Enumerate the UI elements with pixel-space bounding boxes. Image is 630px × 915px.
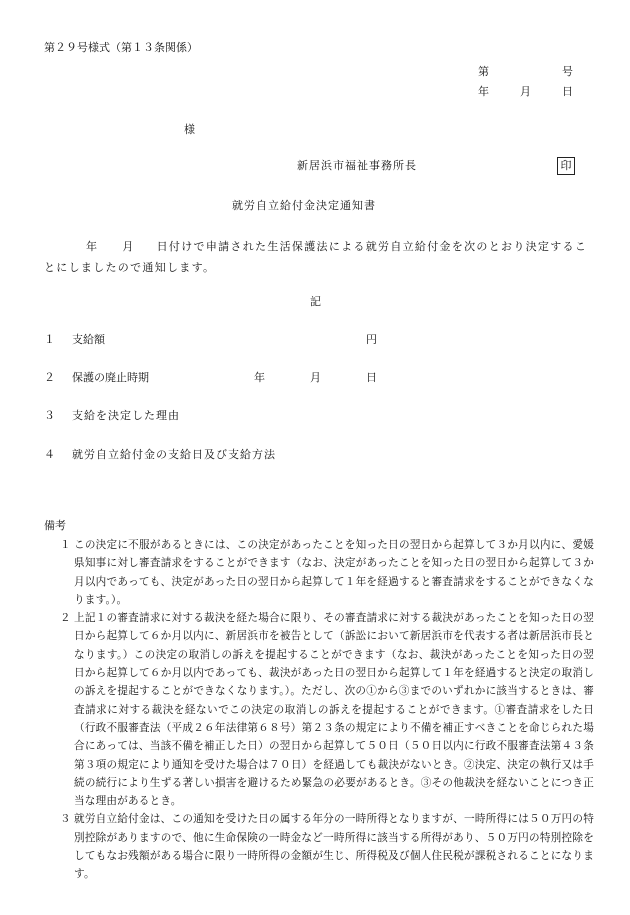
document-title: 就労自立給付金決定通知書: [232, 199, 376, 212]
date-month: 月: [520, 85, 531, 98]
item-3-number: ３: [44, 409, 56, 422]
issuer: 新居浜市福祉事務所長: [297, 159, 417, 172]
notes-title: 備考: [44, 519, 66, 532]
doc-number-prefix: 第: [478, 65, 489, 78]
note-1-text: この決定に不服があるときには、この決定があったことを知った日の翌日から起算して３か月以内に、愛媛県知事に対し審査請求をすることができます（なお、決定があったことを知った日の翌日から起算して３か月以内であっても、決定があった日の翌日から起算して１年を経過すると審査請求をすることができなくなります。）。: [74, 539, 594, 606]
ki-mark: 記: [310, 295, 321, 308]
note-2-number: ２: [60, 612, 71, 625]
body-rest: 日付けで申請された生活保護法による就労自立給付金を次のとおり決定することにしましたので通知します。: [44, 240, 588, 274]
item-1-unit: 円: [366, 333, 377, 346]
item-3: [44, 410, 180, 421]
addressee-suffix: 様: [184, 123, 195, 136]
item-2-year: 年: [254, 371, 265, 384]
item-4: [44, 449, 276, 460]
item-1-label: 支給額: [72, 333, 105, 346]
note-3-number: ３: [60, 813, 71, 826]
note-3: [44, 810, 594, 883]
item-2-month: 月: [310, 371, 321, 384]
item-1-number: １: [44, 333, 55, 346]
item-4-label: 就労自立給付金の支給日及び支給方法: [72, 448, 276, 461]
item-2-number: ２: [44, 371, 55, 384]
doc-number-suffix: 号: [562, 65, 573, 78]
date-year: 年: [478, 85, 489, 98]
item-4-number: ４: [44, 448, 56, 461]
item-2-day: 日: [366, 371, 377, 384]
seal-mark: 印: [557, 157, 575, 175]
body-year: 年: [86, 240, 99, 253]
note-3-text: 就労自立給付金は、この通知を受けた日の属する年分の一時所得となりますが、一時所得には５０万円の特別控除がありますので、他に生命保険の一時金など一時所得に該当する所得があり、５０万円の特別控除をしてもなお残額がある場合に限り一時所得の金額が生じ、所得税及び個人住民税が課税されることになります。: [74, 813, 594, 881]
item-3-label: 支給を決定した理由: [72, 409, 180, 422]
notes-list: [44, 536, 594, 884]
item-2-label: 保護の廃止時期: [72, 371, 149, 384]
note-2-text: 上記１の審査請求に対する裁決を経た場合に限り、その審査請求に対する裁決があったことを知った日の翌日から起算して６か月以内に、新居浜市を被告として（訴訟において新居浜市を代表する者は新居浜市長となります。）この決定の取消しの訴えを提起することができます（なお、裁決があったことを知った日の翌日から起算して６か月以内であっても、裁決があった日の翌日から起算して１年を経過すると決定の取消しの訴えを提起することができなくなります。）。ただし、次の①から③までのいずれかに該当するときは、審査請求に対する裁決を経ないでこの決定の取消しの訴えを提起することができます。①審査請求をした日（行政不服審査法（平成２６年法律第６８号）第２３条の規定により不備を補正すべきことを命じられた場合にあっては、当該不備を補正した日）の翌日から起算して５０日（５０日以内に行政不服審査法第４３条第３項の規定により通知を受けた場合は７０日）を経過しても裁決がないとき。②決定、決定の執行又は手続の続行により生ずる著しい損害を避けるため緊急の必要があるとき。③その他裁決を経ないことにつき正当な理由があるとき。: [74, 612, 594, 808]
body-month: 月: [122, 240, 135, 253]
form-number: 第２９号様式（第１３条関係）: [44, 41, 198, 54]
item-2: [44, 372, 149, 383]
note-1-number: １: [60, 539, 71, 551]
note-2: [44, 609, 594, 810]
note-1: [44, 536, 594, 609]
date-day: 日: [562, 85, 573, 98]
notification-body: [44, 236, 590, 278]
item-1: [44, 334, 105, 345]
